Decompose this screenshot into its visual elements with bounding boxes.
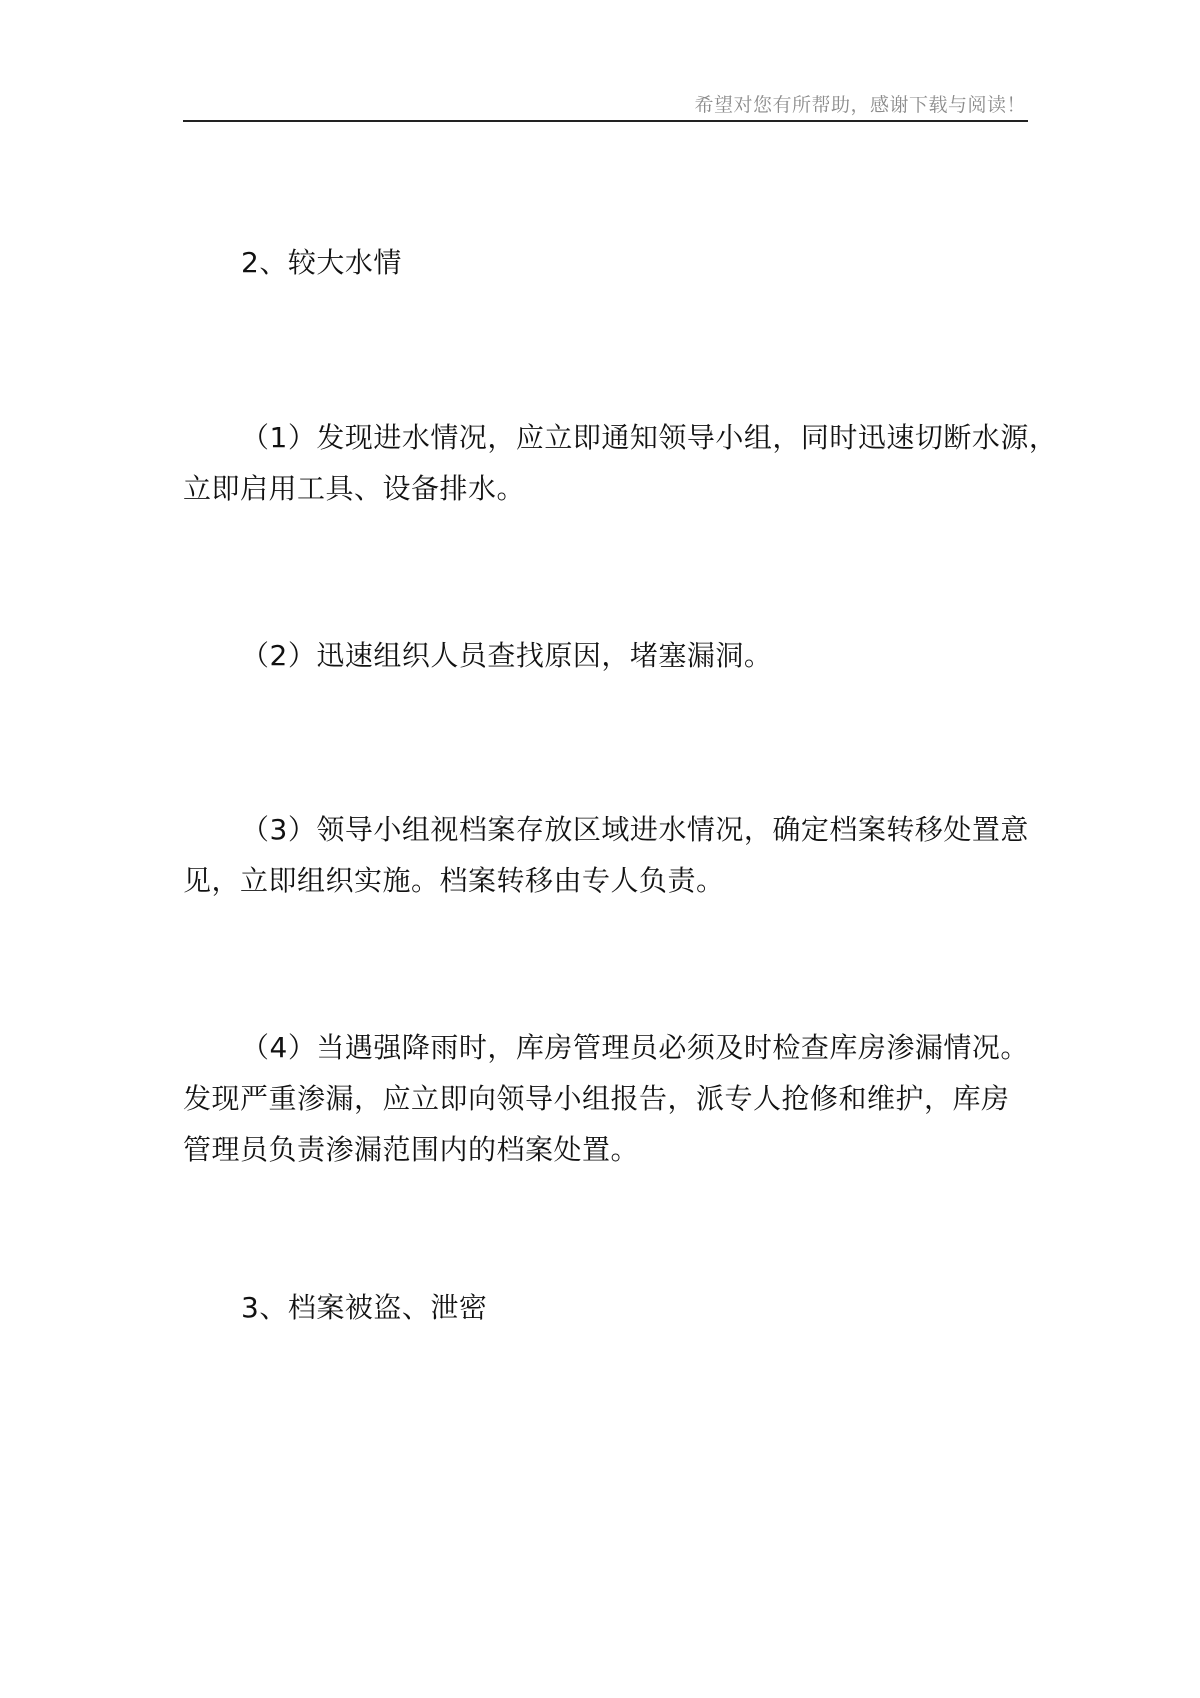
section-heading-3-text: 3、档案被盗、泄密: [241, 1291, 488, 1324]
paragraph-line: 见，立即组织实施。档案转移由专人负责。: [183, 864, 725, 897]
section-heading-2: [183, 237, 1121, 288]
paragraph-line: （1）发现进水情况，应立即通知领导小组，同时迅速切断水源，: [241, 421, 1058, 454]
paragraph-item-2: [183, 630, 1063, 681]
paragraph-line: 管理员负责渗漏范围内的档案处置。: [183, 1133, 640, 1166]
paragraph-item-3: [183, 804, 1063, 906]
page-header: [183, 86, 1028, 122]
header-text: 希望对您有所帮助，感谢下载与阅读！: [694, 94, 1026, 116]
section-heading-2-text: 2、较大水情: [241, 246, 402, 279]
paragraph-line: 立即启用工具、设备排水。: [183, 472, 526, 505]
paragraph-item-4: [183, 1022, 1063, 1175]
paragraph-line: 发现严重渗漏，应立即向领导小组报告，派专人抢修和维护，库房: [183, 1082, 1010, 1115]
paragraph-line: （2）迅速组织人员查找原因，堵塞漏洞。: [241, 639, 773, 672]
section-heading-3: [183, 1282, 1121, 1333]
paragraph-item-1: [183, 412, 1063, 514]
paragraph-line: （3）领导小组视档案存放区域进水情况，确定档案转移处置意: [241, 813, 1029, 846]
paragraph-line: （4）当遇强降雨时，库房管理员必须及时检查库房渗漏情况。: [241, 1031, 1029, 1064]
